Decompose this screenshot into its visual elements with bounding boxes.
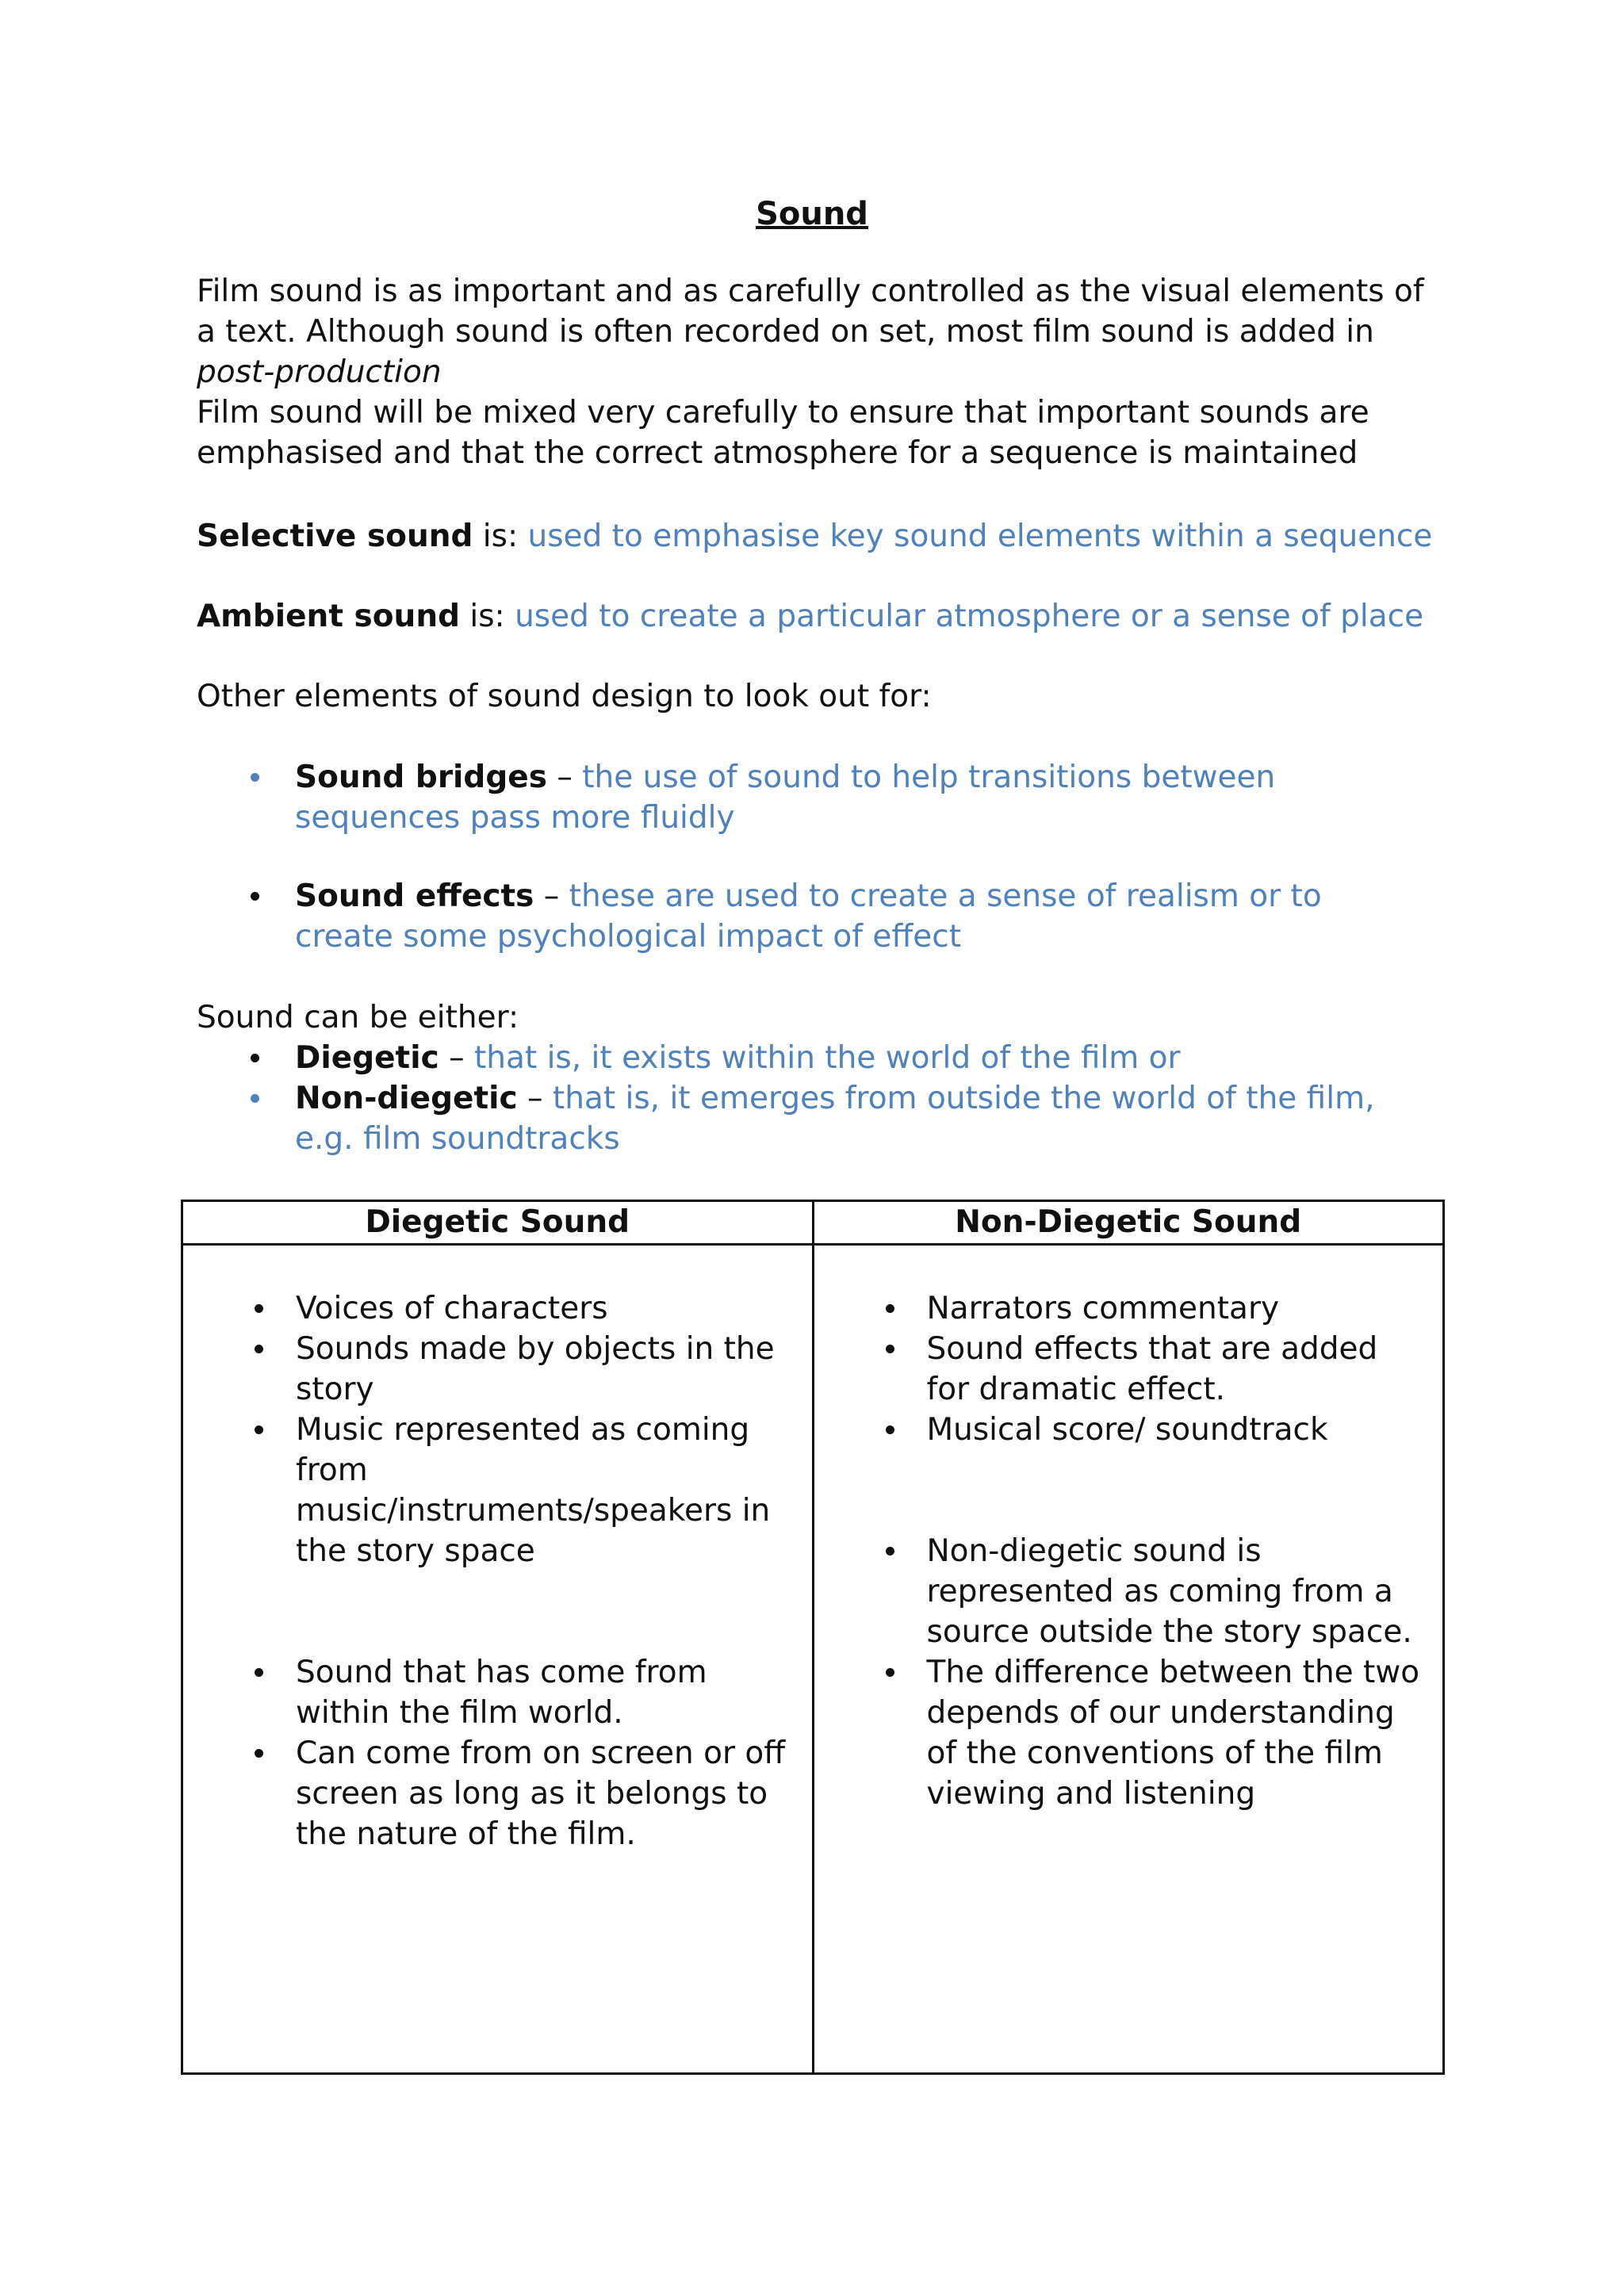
ambient-sound-answer: used to create a particular atmosphere or a sense of place xyxy=(515,599,1424,634)
diegetic-header: Diegetic Sound xyxy=(182,1201,814,1245)
bullet-icon xyxy=(255,1749,263,1758)
list-item-text: Sound that has come from within the film world. xyxy=(296,1655,707,1731)
list-item xyxy=(183,1410,798,1571)
list-item-dash: – xyxy=(439,1040,474,1076)
intro-paragraph-1-text: Film sound is as important and as carefully controlled as the visual elements of a text. Although sound is often recorded on set, most film sound is added in xyxy=(197,274,1424,350)
list-item xyxy=(183,1288,798,1329)
diegetic-list xyxy=(183,1246,812,1854)
list-item xyxy=(814,1329,1429,1410)
list-item-dash: – xyxy=(517,1081,553,1116)
list-item-text: Sound effects that are added for dramatic effect. xyxy=(926,1331,1378,1407)
selective-sound-answer: used to emphasise key sound elements within a sequence xyxy=(527,519,1433,554)
selective-sound-definition xyxy=(197,516,1465,557)
bullet-icon xyxy=(886,1425,894,1434)
diegetic-types-list xyxy=(197,1038,1434,1159)
ambient-is: is: xyxy=(460,599,515,634)
list-item-definition: the use of sound to help transitions between sequences pass more fluidly xyxy=(295,760,1276,836)
list-item xyxy=(183,1329,798,1410)
selective-is: is: xyxy=(473,519,528,554)
bullet-icon xyxy=(886,1668,894,1677)
list-item xyxy=(814,1652,1429,1814)
spacer xyxy=(814,1450,1429,1531)
sound-design-elements-list xyxy=(197,757,1386,957)
selective-sound-term: Selective sound xyxy=(197,519,473,554)
list-item-definition: these are used to create a sense of realism or to create some psychological impact of effect xyxy=(295,878,1322,955)
bullet-icon xyxy=(886,1547,894,1556)
list-item xyxy=(197,876,1386,957)
spacer xyxy=(183,1571,798,1652)
list-item-text: Narrators commentary xyxy=(926,1291,1280,1326)
diegetic-cell xyxy=(182,1245,814,2074)
table-row xyxy=(182,1245,1444,2074)
table-header-row xyxy=(182,1201,1444,1245)
page-title: Sound xyxy=(756,196,868,232)
list-item xyxy=(197,1038,1434,1078)
list-item-definition: that is, it exists within the world of the film or xyxy=(474,1040,1181,1076)
bullet-icon xyxy=(255,1425,263,1434)
bullet-icon xyxy=(255,1345,263,1353)
list-item-text: The difference between the two depends of our understanding of the conventions of the film viewing and listening xyxy=(926,1655,1420,1812)
list-item-definition: that is, it emerges from outside the world of the film, e.g. film soundtracks xyxy=(295,1081,1375,1157)
intro-paragraph-2: Film sound will be mixed very carefully to ensure that important sounds are emphasised and that the correct atmosphere for a sequence is maintained xyxy=(197,395,1369,471)
list-item-term: Sound effects xyxy=(295,878,534,914)
list-item xyxy=(814,1531,1429,1652)
post-production-term: post-production xyxy=(197,354,442,390)
bullet-icon xyxy=(886,1304,894,1313)
non-diegetic-cell xyxy=(813,1245,1444,2074)
list-item-text: Can come from on screen or off screen as long as it belongs to the nature of the film. xyxy=(296,1735,786,1852)
list-item xyxy=(814,1288,1429,1329)
list-item-term: Diegetic xyxy=(295,1040,439,1076)
comparison-table xyxy=(181,1200,1445,2075)
bullet-icon xyxy=(886,1345,894,1353)
bullet-icon xyxy=(251,773,259,782)
list-item xyxy=(183,1733,798,1854)
list-item-term: Sound bridges xyxy=(295,760,547,795)
spacer xyxy=(197,838,1386,876)
list-item-text: Sounds made by objects in the story xyxy=(296,1331,775,1407)
intro-text xyxy=(197,271,1434,473)
other-elements-heading: Other elements of sound design to look out for: xyxy=(197,679,932,714)
list-item-term: Non-diegetic xyxy=(295,1081,518,1116)
ambient-sound-term: Ambient sound xyxy=(197,599,460,634)
bullet-icon xyxy=(251,1094,259,1103)
bullet-icon xyxy=(251,1054,259,1062)
either-heading: Sound can be either: xyxy=(197,1000,519,1035)
bullet-icon xyxy=(251,892,259,901)
non-diegetic-list xyxy=(814,1246,1443,1814)
list-item xyxy=(183,1652,798,1733)
list-item-text: Musical score/ soundtrack xyxy=(926,1412,1328,1448)
list-item xyxy=(814,1410,1429,1450)
list-item-text: Music represented as coming from music/instruments/speakers in the story space xyxy=(296,1412,771,1569)
list-item xyxy=(197,757,1386,838)
list-item-dash: – xyxy=(534,878,569,914)
intro-paragraph-1 xyxy=(197,271,1434,392)
ambient-sound-definition xyxy=(197,596,1465,637)
list-item-text: Voices of characters xyxy=(296,1291,608,1326)
bullet-icon xyxy=(255,1668,263,1677)
non-diegetic-header: Non-Diegetic Sound xyxy=(813,1201,1444,1245)
bullet-icon xyxy=(255,1304,263,1313)
list-item-dash: – xyxy=(546,760,583,795)
list-item xyxy=(197,1078,1434,1159)
list-item-text: Non-diegetic sound is represented as coming from a source outside the story space. xyxy=(926,1533,1412,1650)
